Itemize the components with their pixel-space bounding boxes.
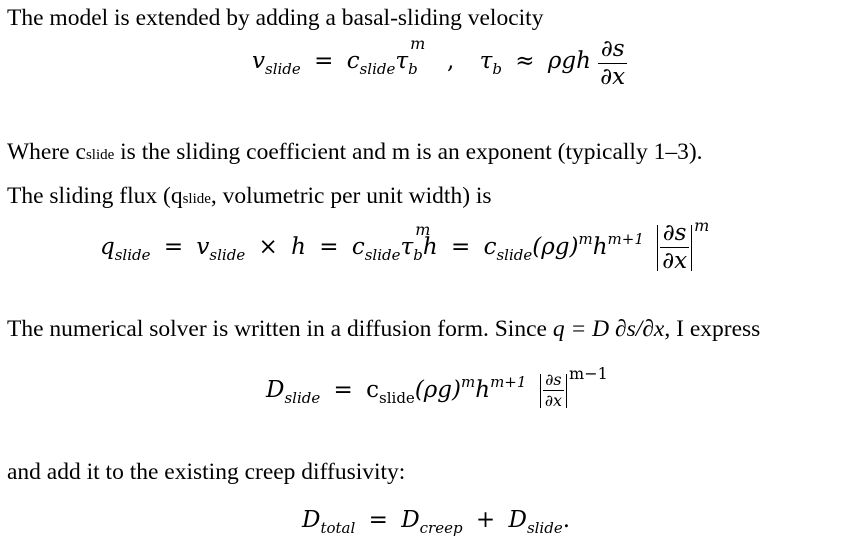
coefficient-text: Where cslide is the sliding coefficient and m is an exponent (typically 1–3). [7,139,703,165]
total-diffusivity-equation: $D_{total} = D_{creep} + D_{slide}$. [302,507,571,537]
sliding-velocity-equation: $v_{slide} = c_{slide}\tau_b$ m , $\tau_b \approx \rho gh$ $\frac{\partial s}{\partial x}$ [252,34,626,90]
ds-dx-fraction: $\frac{\partial s}{\partial x}$ [662,220,688,274]
diffusion-text: The numerical solver is written in a diffusion form. Since q = D ∂s/∂x, I express [7,316,761,342]
sliding-diffusivity-equation: $D_{slide} = c_{slide}(\rho g)^mh^{m+1}$ $\frac{\partial s}{\partial x}$ m−1 [266,364,608,410]
creep-text: and add it to the existing creep diffusivity: [7,459,406,485]
flux-text: The sliding flux (qslide, volumetric per unit width) is [7,183,492,209]
sliding-flux-equation: $q_{slide} = v_{slide} \times h = c_{slide}\tau_b$ m $h = c_{slide}(\rho g)^mh^{m+1}$ $\frac{\partial s}{\partial x}$ m [100,216,710,274]
intro-text: The model is extended by adding a basal-sliding velocity [7,5,544,31]
ds-dx-fraction: $\frac{\partial s}{\partial x}$ [544,370,563,410]
ds-dx-fraction: $\frac{\partial s}{\partial x}$ [600,36,626,90]
